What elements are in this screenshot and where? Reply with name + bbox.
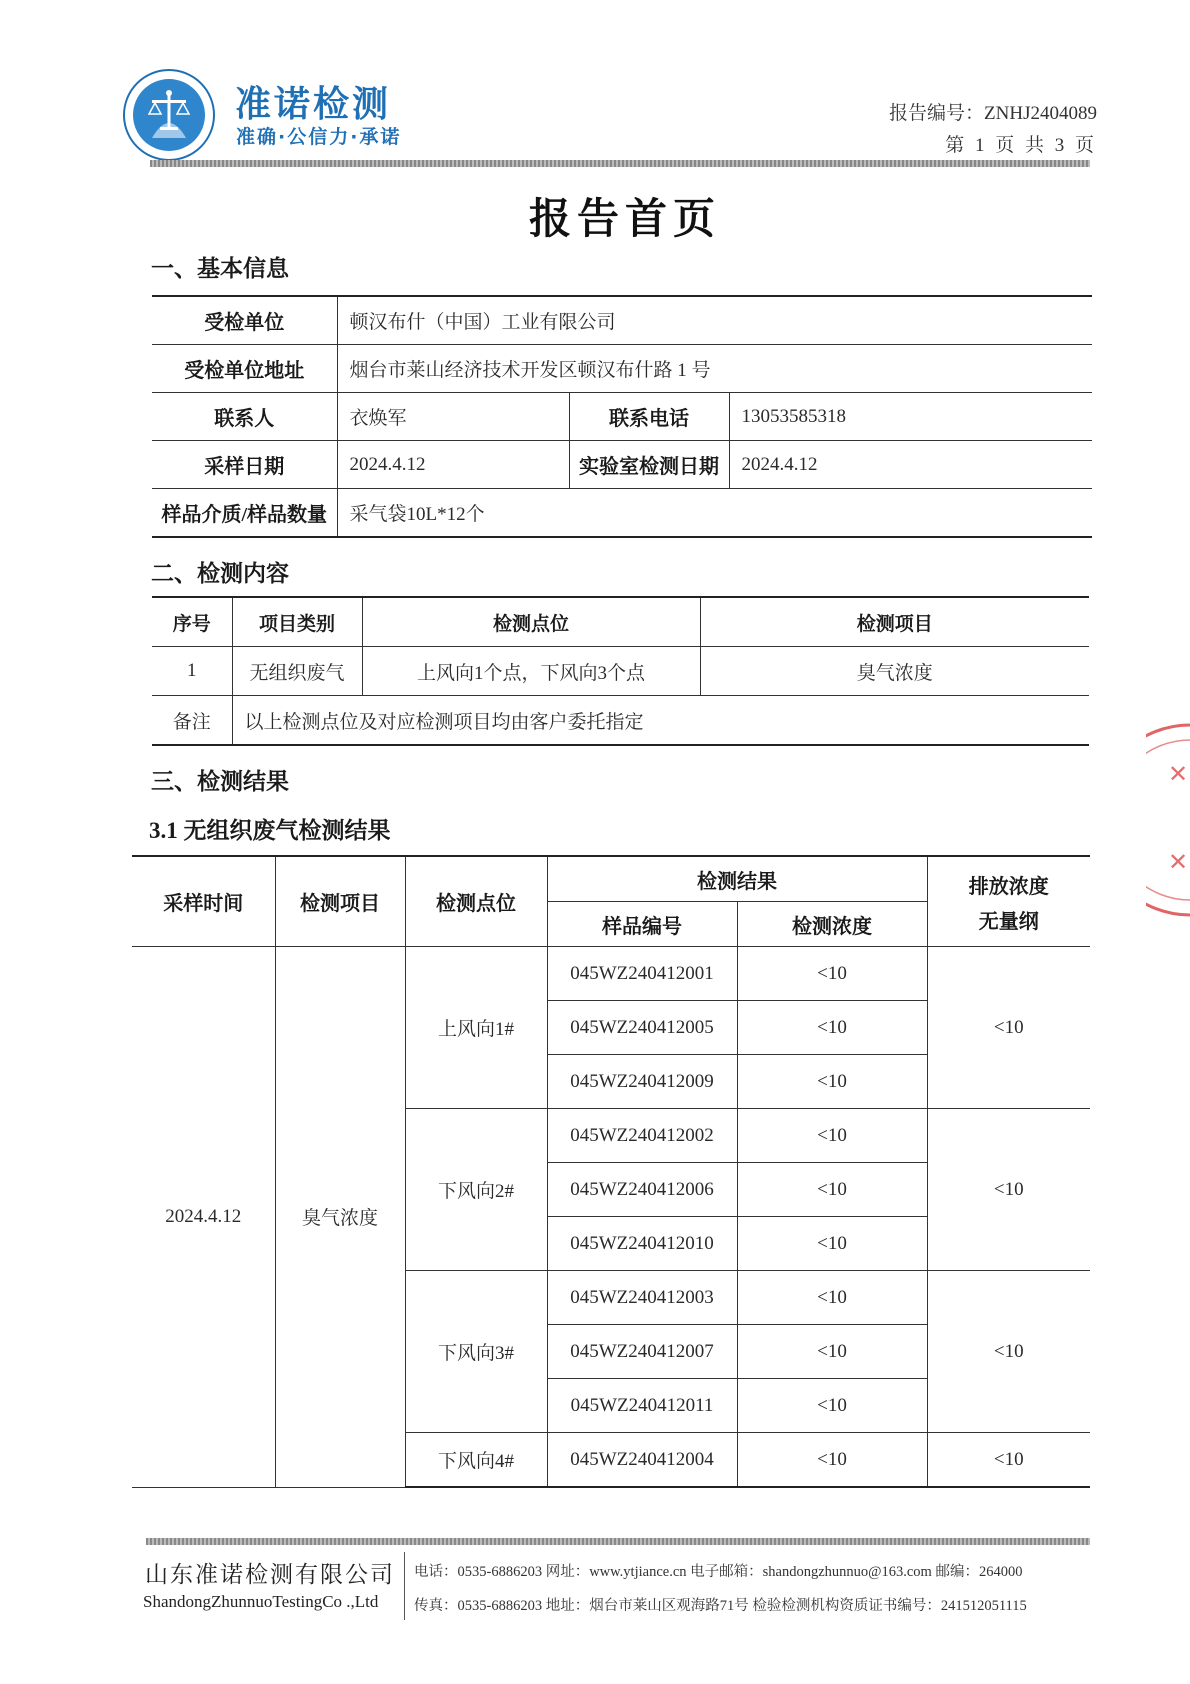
cell-point: 下风向2# [405, 1109, 547, 1271]
cell-sample-no: 045WZ240412011 [547, 1379, 737, 1433]
cell-sample-no: 045WZ240412004 [547, 1433, 737, 1488]
cell-conc: <10 [737, 1433, 927, 1488]
sample-date-label: 采样日期 [152, 441, 337, 489]
unit-label: 受检单位 [152, 296, 337, 345]
cell-conc: <10 [737, 947, 927, 1001]
table-row [152, 393, 1092, 441]
table-header-row [132, 856, 1090, 902]
cell-conc: <10 [737, 1163, 927, 1217]
cell-item: 臭气浓度 [275, 947, 405, 1488]
cell-date: 2024.4.12 [132, 947, 275, 1488]
col-header-item: 检测项目 [700, 597, 1089, 647]
unit-value: 顿汉布什（中国）工业有限公司 [337, 296, 1092, 345]
cell-sample-no: 045WZ240412003 [547, 1271, 737, 1325]
cell-emission: <10 [927, 1271, 1090, 1433]
col-header-point: 检测点位 [362, 597, 700, 647]
company-slogan: 准确·公信力·承诺 [236, 126, 402, 148]
col-header-category: 项目类别 [232, 597, 362, 647]
svg-text:✕: ✕ [1168, 762, 1189, 788]
cell-sample-no: 045WZ240412007 [547, 1325, 737, 1379]
cell-conc: <10 [737, 1217, 927, 1271]
col-header-emission [927, 856, 1090, 947]
cell-emission: <10 [927, 947, 1090, 1109]
cell-conc: <10 [737, 1055, 927, 1109]
lab-date-label: 实验室检测日期 [569, 441, 729, 489]
medium-label: 样品介质/样品数量 [152, 489, 337, 538]
table-row [132, 947, 1090, 1001]
lab-date-value: 2024.4.12 [729, 441, 1092, 489]
sample-date-value: 2024.4.12 [337, 441, 569, 489]
emission-label: 排放浓度 [968, 875, 1049, 898]
footer-company-name: 山东准诺检测有限公司 [145, 1562, 395, 1587]
cell-point: 上风向1个点，下风向3个点 [362, 647, 700, 696]
cell-conc: <10 [737, 1001, 927, 1055]
section-content-heading: 二、检测内容 [151, 561, 289, 586]
red-stamp-icon [1146, 720, 1190, 920]
col-header-result: 检测结果 [547, 856, 927, 902]
svg-text:✕: ✕ [1168, 850, 1189, 876]
page-title: 报告首页 [528, 197, 721, 243]
section-basic-info-heading: 一、基本信息 [151, 256, 289, 281]
table-row [152, 345, 1092, 393]
table-row [152, 647, 1089, 696]
report-number: 报告编号：ZNHJ2404089 [889, 103, 1097, 124]
contact-label: 联系人 [152, 393, 337, 441]
cell-category: 无组织废气 [232, 647, 362, 696]
header-divider [150, 160, 1090, 167]
test-content-table [152, 596, 1089, 746]
cell-point: 上风向1# [405, 947, 547, 1109]
basic-info-table [152, 295, 1092, 538]
phone-value: 13053585318 [729, 393, 1092, 441]
cell-emission: <10 [927, 1433, 1090, 1488]
footer-divider [146, 1538, 1090, 1545]
cell-sample-no: 045WZ240412010 [547, 1217, 737, 1271]
address-label: 受检单位地址 [152, 345, 337, 393]
col-header-time: 采样时间 [132, 856, 275, 947]
page-number: 第 1 页 共 3 页 [945, 135, 1097, 156]
contact-value: 衣焕军 [337, 393, 569, 441]
col-header-conc: 检测浓度 [737, 902, 927, 947]
table-header-row [152, 597, 1089, 647]
cell-sample-no: 045WZ240412001 [547, 947, 737, 1001]
cell-conc: <10 [737, 1379, 927, 1433]
cell-sample-no: 045WZ240412006 [547, 1163, 737, 1217]
company-logo-name: 准诺检测 [235, 84, 392, 125]
remark-label: 备注 [152, 696, 232, 746]
emission-unit: 无量纲 [978, 910, 1039, 933]
footer-address-line: 传真：0535-6886203 地址：烟台市莱山区观海路71号 检验检测机构资质证书编号：241512051115 [414, 1598, 1027, 1614]
cell-conc: <10 [737, 1109, 927, 1163]
table-row [152, 489, 1092, 538]
address-value: 烟台市莱山经济技术开发区顿汉布什路 1 号 [337, 345, 1092, 393]
results-table [132, 855, 1090, 1488]
table-row [152, 296, 1092, 345]
cell-conc: <10 [737, 1271, 927, 1325]
remark-value: 以上检测点位及对应检测项目均由客户委托指定 [232, 696, 1089, 746]
cell-sample-no: 045WZ240412002 [547, 1109, 737, 1163]
table-row [152, 441, 1092, 489]
footer-vertical-divider [404, 1552, 405, 1620]
medium-value: 采气袋10L*12个 [337, 489, 1092, 538]
cell-emission: <10 [927, 1109, 1090, 1271]
footer-company-name-en: ShandongZhunnuoTestingCo .,Ltd [143, 1592, 379, 1611]
col-header-seq: 序号 [152, 597, 232, 647]
footer-contact-line: 电话：0535-6886203 网址：www.ytjiance.cn 电子邮箱：shandongzhunnuo@163.com 邮编：264000 [414, 1564, 1023, 1580]
col-header-item: 检测项目 [275, 856, 405, 947]
cell-sample-no: 045WZ240412005 [547, 1001, 737, 1055]
col-header-sample-no: 样品编号 [547, 902, 737, 947]
cell-conc: <10 [737, 1325, 927, 1379]
cell-point: 下风向4# [405, 1433, 547, 1488]
col-header-point: 检测点位 [405, 856, 547, 947]
cell-point: 下风向3# [405, 1271, 547, 1433]
scale-logo-icon [122, 68, 216, 162]
cell-seq: 1 [152, 647, 232, 696]
phone-label: 联系电话 [569, 393, 729, 441]
table-row [152, 696, 1089, 746]
cell-sample-no: 045WZ240412009 [547, 1055, 737, 1109]
cell-item: 臭气浓度 [700, 647, 1089, 696]
section-results-heading: 三、检测结果 [151, 769, 289, 794]
subsection-heading: 3.1 无组织废气检测结果 [149, 818, 391, 843]
